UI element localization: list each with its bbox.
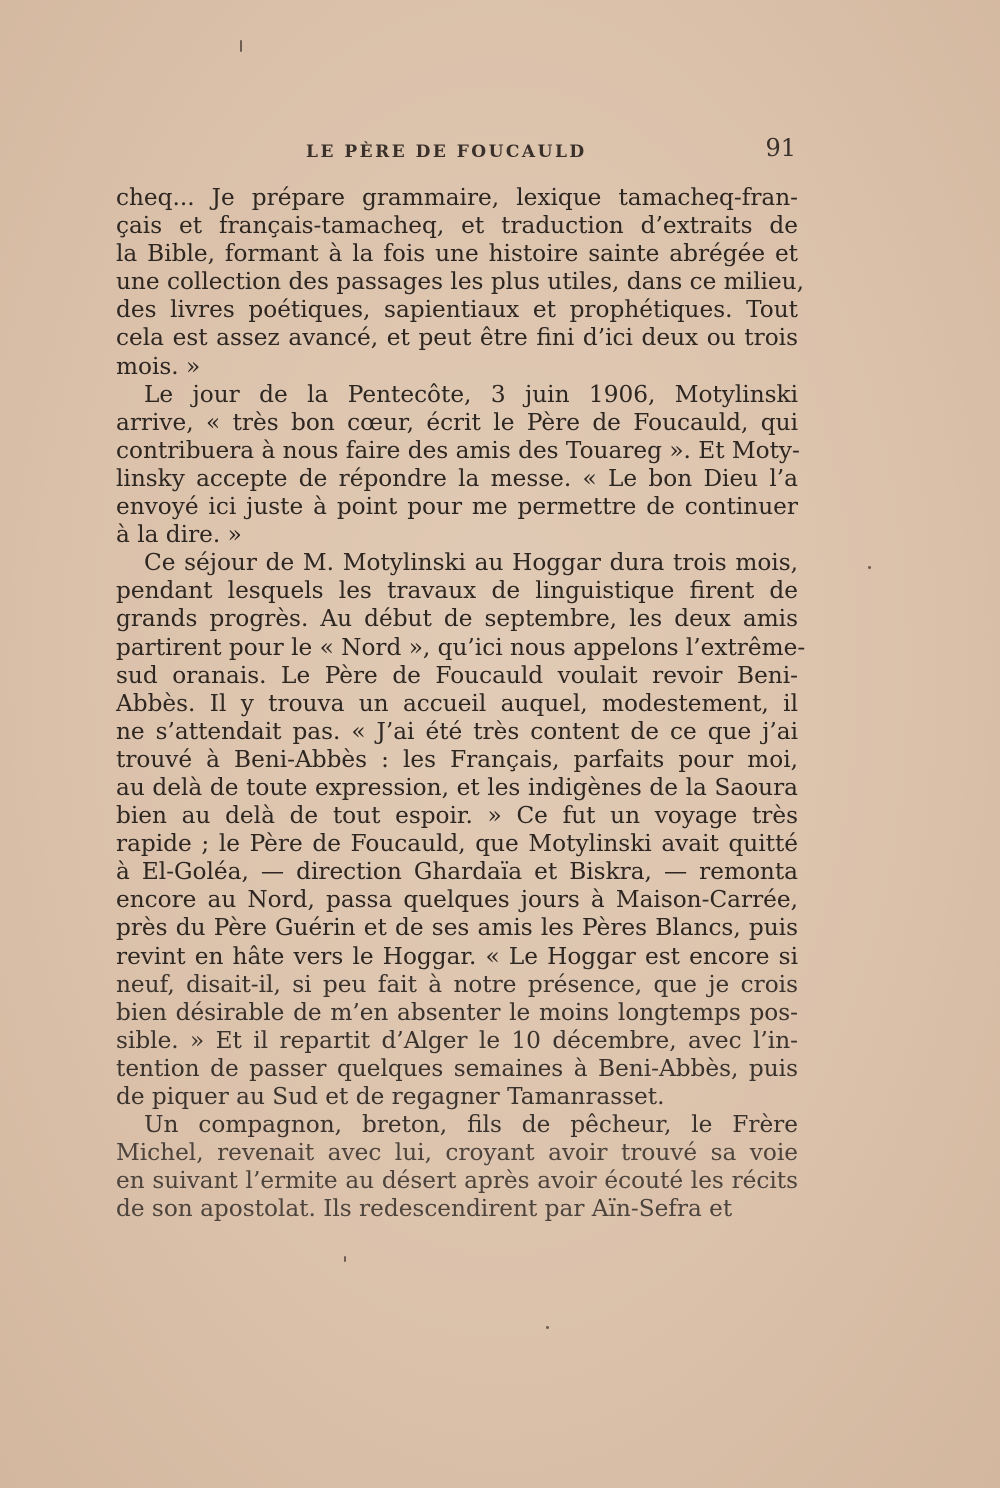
text-line: de son apostolat. Ils redescendirent par Aïn-Sefra et [116, 1195, 733, 1223]
text-line: bien au delà de tout espoir. » Ce fut un voyage très [116, 802, 798, 830]
page-number: 91 [765, 134, 796, 162]
text-line: trouvé à Beni-Abbès : les Français, parfaits pour moi, [116, 745, 798, 773]
text-line: revint en hâte vers le Hoggar. « Le Hoggar est encore si [116, 942, 798, 970]
text-line: sud oranais. Le Père de Foucauld voulait revoir Beni- [116, 661, 798, 689]
text-line: des livres poétiques, sapientiaux et prophétiques. Tout [116, 296, 798, 324]
running-title: LE PÈRE DE FOUCAULD [306, 142, 587, 162]
paper-speck [344, 1256, 346, 1262]
text-line: une collection des passages les plus utiles, dans ce milieu, [116, 268, 804, 296]
text-line: rapide ; le Père de Foucauld, que Motylinski avait quitté [116, 830, 798, 858]
text-line: au delà de toute expression, et les indigènes de la Saoura [116, 773, 798, 801]
text-line: arrive, « très bon cœur, écrit le Père de Foucauld, qui [116, 408, 798, 436]
text-line: partirent pour le « Nord », qu’ici nous appelons l’extrême- [116, 633, 806, 661]
text-line: linsky accepte de répondre la messe. « Le bon Dieu l’a [116, 464, 798, 492]
text-line: en suivant l’ermite au désert après avoir écouté les récits [116, 1167, 798, 1195]
text-line: neuf, disait-il, si peu fait à notre présence, que je crois [116, 970, 798, 998]
paragraph [116, 184, 804, 381]
text-line: la Bible, formant à la fois une histoire sainte abrégée et [116, 240, 798, 268]
text-line: mois. » [116, 352, 201, 380]
text-line: tention de passer quelques semaines à Beni-Abbès, puis [116, 1054, 798, 1082]
text-line: grands progrès. Au début de septembre, les deux amis [116, 605, 798, 633]
text-line: pendant lesquels les travaux de linguistique firent de [116, 577, 798, 605]
text-line: Ce séjour de M. Motylinski au Hoggar dura trois mois, [144, 549, 798, 577]
running-head [116, 134, 796, 170]
text-line: à la dire. » [116, 521, 242, 549]
text-line: près du Père Guérin et de ses amis les Pères Blancs, puis [116, 914, 798, 942]
paper-speck [240, 40, 242, 52]
text-line: bien désirable de m’en absenter le moins longtemps pos- [116, 998, 798, 1026]
body-text [116, 184, 806, 1223]
text-line: de piquer au Sud et de regagner Tamanrasset. [116, 1083, 665, 1110]
text-line: cheq... Je prépare grammaire, lexique tamacheq-fran- [116, 184, 798, 211]
paper-speck [868, 566, 871, 569]
paragraph [116, 549, 806, 1111]
paragraph [116, 381, 798, 550]
text-line: Le jour de la Pentecôte, 3 juin 1906, Motylinski [144, 380, 798, 408]
text-line: à El-Goléa, — direction Ghardaïa et Biskra, — remonta [116, 858, 798, 886]
text-line: sible. » Et il repartit d’Alger le 10 décembre, avec l’in- [116, 1026, 798, 1054]
text-line: çais et français-tamacheq, et traduction d’extraits de [116, 212, 798, 240]
text-line: cela est assez avancé, et peut être fini d’ici deux ou trois [116, 324, 798, 352]
paragraph [116, 1111, 798, 1223]
paper-speck [546, 1326, 549, 1329]
text-line: Abbès. Il y trouva un accueil auquel, modestement, il [116, 689, 798, 717]
text-line: envoyé ici juste à point pour me permettre de continuer [116, 493, 798, 521]
text-line: encore au Nord, passa quelques jours à Maison-Carrée, [116, 886, 798, 914]
text-line: contribuera à nous faire des amis des Touareg ». Et Moty- [116, 436, 800, 464]
text-line: Michel, revenait avec lui, croyant avoir trouvé sa voie [116, 1139, 798, 1167]
text-line: ne s’attendait pas. « J’ai été très content de ce que j’ai [116, 717, 798, 745]
text-line: Un compagnon, breton, fils de pêcheur, le Frère [144, 1111, 798, 1139]
